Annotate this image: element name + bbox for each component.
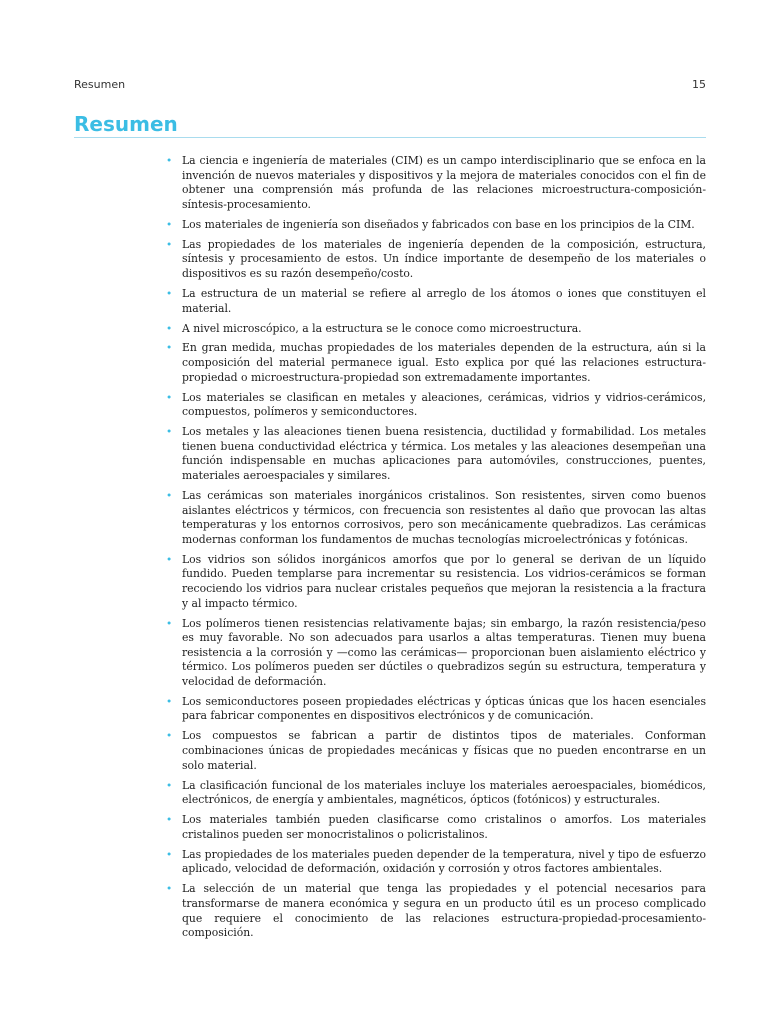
summary-item-text: Los polímeros tienen resistencias relativamente bajas; sin embargo, la razón resistencia/peso es muy favorable. No son adecuados para usarlos a altas temperaturas. Tienen muy buena resistencia a la corrosión y —como las cerámicas— proporcionan buen aislamiento eléctrico y térmico. Los polímeros pueden ser dúctiles o quebradizos según su estructura, temperatura y velocidad de deformación. xyxy=(182,616,706,688)
bullet-icon: • xyxy=(166,426,173,439)
summary-item-text: Los vidrios son sólidos inorgánicos amorfos que por lo general se derivan de un líquido fundido. Pueden templarse para incrementar su resistencia. Los vidrios-cerámicos se forman recociendo los vidrios para nuclear cristales pequeños que mejoran la resistencia a la fractura y al impacto térmico. xyxy=(182,552,706,610)
summary-item xyxy=(166,391,706,420)
summary-item xyxy=(166,553,706,611)
summary-list xyxy=(166,154,706,946)
summary-item-text: Las propiedades de los materiales de ingeniería dependen de la composición, estructura, síntesis y procesamiento de estos. Un índice importante de desempeño de los materiales o dispositivos es su razón desempeño/costo. xyxy=(182,237,706,280)
summary-item-text: La clasificación funcional de los materiales incluye los materiales aeroespaciales, biomédicos, electrónicos, de energía y ambientales, magnéticos, ópticos (fotónicos) y estructurales. xyxy=(182,778,706,807)
bullet-icon: • xyxy=(166,730,173,743)
bullet-icon: • xyxy=(166,391,173,404)
bullet-icon: • xyxy=(166,155,173,167)
summary-item-text: Las cerámicas son materiales inorgánicos cristalinos. Son resistentes, sirven como buenos aislantes eléctricos y térmicos, con frecuencia son resistentes al daño que provocan las altas temperaturas y los entornos corrosivos, pero son mecánicamente quebradizos. Las cerámicas modernas conforman los fundamentos de muchas tecnologías microelectrónicas y fotónicas. xyxy=(182,489,706,546)
summary-item-text: La estructura de un material se refiere al arreglo de los átomos o iones que constituyen el material. xyxy=(182,286,706,315)
bullet-icon: • xyxy=(166,490,173,502)
summary-item-text: Los semiconductores poseen propiedades eléctricas y ópticas únicas que los hacen esenciales para fabricar componentes en dispositivos electrónicos y de comunicación. xyxy=(182,694,706,723)
summary-item xyxy=(166,154,706,212)
bullet-icon: • xyxy=(166,322,173,335)
bullet-icon: • xyxy=(166,238,173,251)
bullet-icon: • xyxy=(166,218,173,231)
summary-item xyxy=(166,617,706,690)
summary-item-text: Las propiedades de los materiales pueden depender de la temperatura, nivel y tipo de esfuerzo aplicado, velocidad de deformación, oxidación y corrosión y otros factores ambientales. xyxy=(182,847,706,876)
summary-item xyxy=(166,813,706,842)
summary-item-text: A nivel microscópico, a la estructura se le conoce como microestructura. xyxy=(182,321,582,335)
summary-item xyxy=(166,882,706,940)
summary-item xyxy=(166,425,706,483)
summary-item xyxy=(166,695,706,724)
summary-item xyxy=(166,238,706,282)
bullet-icon: • xyxy=(166,617,173,630)
summary-item-text: Los materiales también pueden clasificarse como cristalinos o amorfos. Los materiales cristalinos pueden ser monocristalinos o policristalinos. xyxy=(182,813,706,841)
summary-item-text: La selección de un material que tenga las propiedades y el potencial necesarios para transformarse de manera económica y segura en un producto útil es un proceso complicado que requiere el conocimiento de las relaciones estructura-propiedad-procesamiento-composición. xyxy=(182,882,706,940)
summary-item xyxy=(166,341,706,385)
bullet-icon: • xyxy=(166,287,173,300)
summary-item-text: Los compuestos se fabrican a partir de distintos tipos de materiales. Conforman combinaciones únicas de propiedades mecánicas y físicas que no pueden encontrarse en un solo material. xyxy=(182,729,706,772)
bullet-icon: • xyxy=(166,342,173,355)
bullet-icon: • xyxy=(166,779,173,792)
title-divider xyxy=(74,137,706,138)
bullet-icon: • xyxy=(166,883,173,896)
summary-item xyxy=(166,848,706,877)
summary-item-text: Los materiales de ingeniería son diseñados y fabricados con base en los principios de la CIM. xyxy=(182,217,695,231)
summary-item-text: Los metales y las aleaciones tienen buena resistencia, ductilidad y formabilidad. Los metales tienen buena conductividad eléctrica y térmica. Los metales y las aleaciones desempeñan una función indispensable en muchas aplicaciones para automóviles, construcciones, puentes, materiales aeroespaciales y similares. xyxy=(182,425,706,483)
bullet-icon: • xyxy=(166,848,173,861)
bullet-icon: • xyxy=(166,814,173,827)
section-title: Resumen xyxy=(74,112,178,136)
summary-item xyxy=(166,779,706,808)
summary-item-text: En gran medida, muchas propiedades de los materiales dependen de la estructura, aún si la composición del material permanece igual. Esto explica por qué las relaciones estructura-propiedad o microestructura-propiedad son extremadamente importantes. xyxy=(182,341,706,384)
running-header-title: Resumen xyxy=(74,78,126,91)
summary-item xyxy=(166,729,706,773)
summary-item-text: Los materiales se clasifican en metales y aleaciones, cerámicas, vidrios y vidrios-cerámicos, compuestos, polímeros y semiconductores. xyxy=(182,390,706,419)
summary-item-text: La ciencia e ingeniería de materiales (CIM) es un campo interdisciplinario que se enfoca en la invención de nuevos materiales y dispositivos y la mejora de materiales conocidos con el fin de obtener una comprensión más profunda de las relaciones microestructura-composición-síntesis-procesamiento. xyxy=(182,154,706,211)
page-number: 15 xyxy=(692,78,706,91)
summary-item xyxy=(166,218,706,233)
summary-item xyxy=(166,287,706,316)
summary-item xyxy=(166,489,706,547)
summary-item xyxy=(166,322,706,337)
bullet-icon: • xyxy=(166,553,173,566)
bullet-icon: • xyxy=(166,695,173,708)
